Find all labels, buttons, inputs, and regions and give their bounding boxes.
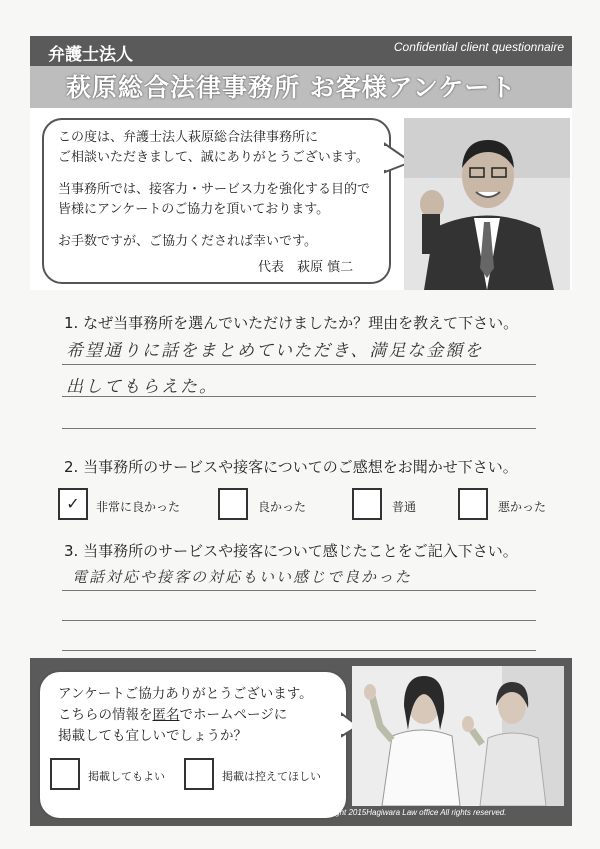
question-2: 2. 当事務所のサービスや接客についてのご感想をお聞かせ下さい。 [64,458,518,476]
copyright-text: Copyright 2015Hagiwara Law office All rights reserved. [312,808,507,817]
q3-answer-line-1: 電話対応や接客の対応もいい感じで良かった [72,568,413,586]
confidential-label: Confidential client questionnaire [393,40,564,54]
signature: 代表 萩原 慎二 [258,260,354,275]
representative-photo [404,118,570,290]
question-3: 3. 当事務所のサービスや接客について感じたことをご記入下さい。 [64,542,518,560]
greeting-line-3: 当事務所では、接客力・サービス力を強化する目的で [58,182,371,197]
answer-line [62,620,536,621]
page-title: 萩原総合法律事務所 お客様アンケート [66,73,517,102]
anonymous-line: こちらの情報を匿名でホームページに [58,707,288,723]
thanks-line: アンケートご協力ありがとうございます。 [58,686,313,702]
checkbox-publish-ok[interactable] [50,758,80,790]
q1-answer-line-2: 出してもらえた。 [66,377,218,397]
question-1: 1. なぜ当事務所を選んでいただけましたか？理由を教えて下さい。 [64,314,519,332]
header-banner [30,36,572,108]
firm-type-label: 弁護士法人 [48,45,133,65]
anonymous-emphasis: 匿名 [152,707,180,723]
option-bad-label: 悪かった [498,500,547,514]
greeting-line-2: ご相談いただきまして、誠にありがとうございます。 [58,150,369,165]
q1-answer-line-1: 希望通りに話をまとめていただき、満足な金額を [66,341,484,361]
answer-line [62,650,536,651]
checkbox-good[interactable] [218,488,248,520]
greeting-line-5: お手数ですが、ご協力くだされば幸いです。 [58,234,317,249]
publish-ok-label: 掲載してもよい [88,770,165,783]
option-neutral-label: 普通 [392,500,417,514]
publish-question-line: 掲載しても宜しいでしょうか？ [58,728,247,744]
greeting-line-1: この度は、弁護士法人萩原総合法律事務所に [58,130,319,145]
answer-line [62,428,536,429]
option-good-label: 良かった [258,500,307,514]
staff-photo [352,666,564,806]
checkbox-neutral[interactable] [352,488,382,520]
check-mark-icon: ✓ [66,494,80,513]
checkbox-very-good[interactable] [58,488,88,520]
answer-line [62,396,536,397]
publish-decline-label: 掲載は控えてほしい [222,770,321,783]
answer-line [62,364,536,365]
greeting-line-4: 皆様にアンケートのご協力を頂いております。 [58,202,330,217]
checkbox-publish-decline[interactable] [184,758,214,790]
checkbox-bad[interactable] [458,488,488,520]
answer-line [62,590,536,591]
option-very-good-label: 非常に良かった [96,500,181,514]
